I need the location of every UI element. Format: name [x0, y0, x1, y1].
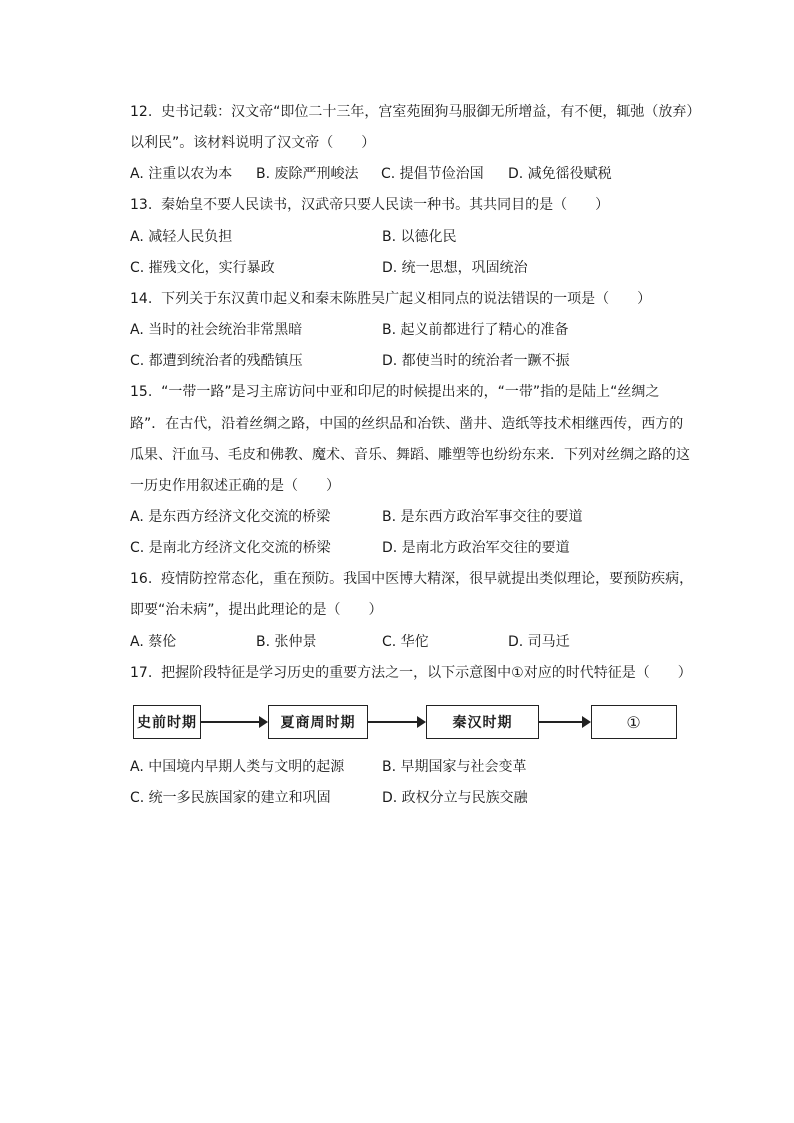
flow-box-xia-shang-zhou: 夏商周时期 [268, 705, 368, 739]
q15-option-d: D. 是南北方政治军交往的要道 [382, 540, 570, 556]
q16-stem-line2: 即要“治未病”，提出此理论的是（ ） [130, 602, 383, 618]
flow-box-prehistoric: 史前时期 [133, 705, 201, 739]
q15-stem-line1: 15. “一带一路”是习主席访问中亚和印尼的时候提出来的，“一带”指的是陆上“丝绸之 [130, 384, 660, 400]
q15-option-a: A. 是东西方经济文化交流的桥梁 [130, 509, 331, 525]
q16-option-c: C. 华佗 [382, 634, 429, 650]
flow-arrow-3 [539, 716, 591, 728]
flow-box-qin-han: 秦汉时期 [426, 705, 539, 739]
q17-option-a: A. 中国境内早期人类与文明的起源 [130, 759, 345, 775]
q14-option-b: B. 起义前都进行了精心的准备 [382, 322, 569, 338]
q13-option-a: A. 减轻人民负担 [130, 229, 233, 245]
q12-option-d: D. 减免徭役赋税 [508, 166, 612, 182]
q12-option-c: C. 提倡节俭治国 [381, 166, 484, 182]
q17-option-c: C. 统一多民族国家的建立和巩固 [130, 790, 331, 806]
q14-option-d: D. 都使当时的统治者一蹶不振 [382, 353, 570, 369]
q13-option-b: B. 以德化民 [382, 229, 457, 245]
q15-option-b: B. 是东西方政治军事交往的要道 [382, 509, 583, 525]
q13-option-d: D. 统一思想，巩固统治 [382, 260, 528, 276]
flow-arrow-1 [201, 716, 268, 728]
q13-stem: 13. 秦始皇不要人民读书，汉武帝只要人民读一种书。其共同目的是（ ） [130, 197, 610, 213]
q15-stem-line4: 一历史作用叙述正确的是（ ） [130, 478, 340, 494]
q12-option-b: B. 废除严刑峻法 [256, 166, 359, 182]
q13-option-c: C. 摧残文化，实行暴政 [130, 260, 275, 276]
q15-option-c: C. 是南北方经济文化交流的桥梁 [130, 540, 331, 556]
q12-option-a: A. 注重以农为本 [130, 166, 233, 182]
q17-option-b: B. 早期国家与社会变革 [382, 759, 527, 775]
q12-stem-line1: 12. 史书记载：汉文帝“即位二十三年，宫室苑囿狗马服御无所增益，有不便，辄弛（放弃） [130, 104, 701, 120]
q14-option-c: C. 都遭到统治者的残酷镇压 [130, 353, 303, 369]
q16-stem-line1: 16. 疫情防控常态化，重在预防。我国中医博大精深，很早就提出类似理论，要预防疾病， [130, 571, 694, 587]
q15-stem-line2: 路”．在古代，沿着丝绸之路，中国的丝织品和冶铁、凿井、造纸等技术相继西传，西方的 [130, 416, 684, 432]
q14-option-a: A. 当时的社会统治非常黑暗 [130, 322, 303, 338]
q17-stem: 17. 把握阶段特征是学习历史的重要方法之一，以下示意图中①对应的时代特征是（ ） [130, 665, 692, 681]
flow-box-circled-one: ① [591, 705, 677, 739]
q16-option-a: A. 蔡伦 [130, 634, 177, 650]
flow-arrow-2 [368, 716, 426, 728]
q17-option-d: D. 政权分立与民族交融 [382, 790, 528, 806]
q16-option-d: D. 司马迁 [508, 634, 570, 650]
q14-stem: 14. 下列关于东汉黄巾起义和秦末陈胜吴广起义相同点的说法错误的一项是（ ） [130, 291, 652, 307]
q15-stem-line3: 瓜果、汗血马、毛皮和佛教、魔术、音乐、舞蹈、雕塑等也纷纷东来．下列对丝绸之路的这 [130, 447, 690, 463]
q12-stem-line2: 以利民”。该材料说明了汉文帝（ ） [130, 135, 376, 151]
q16-option-b: B. 张仲景 [256, 634, 317, 650]
